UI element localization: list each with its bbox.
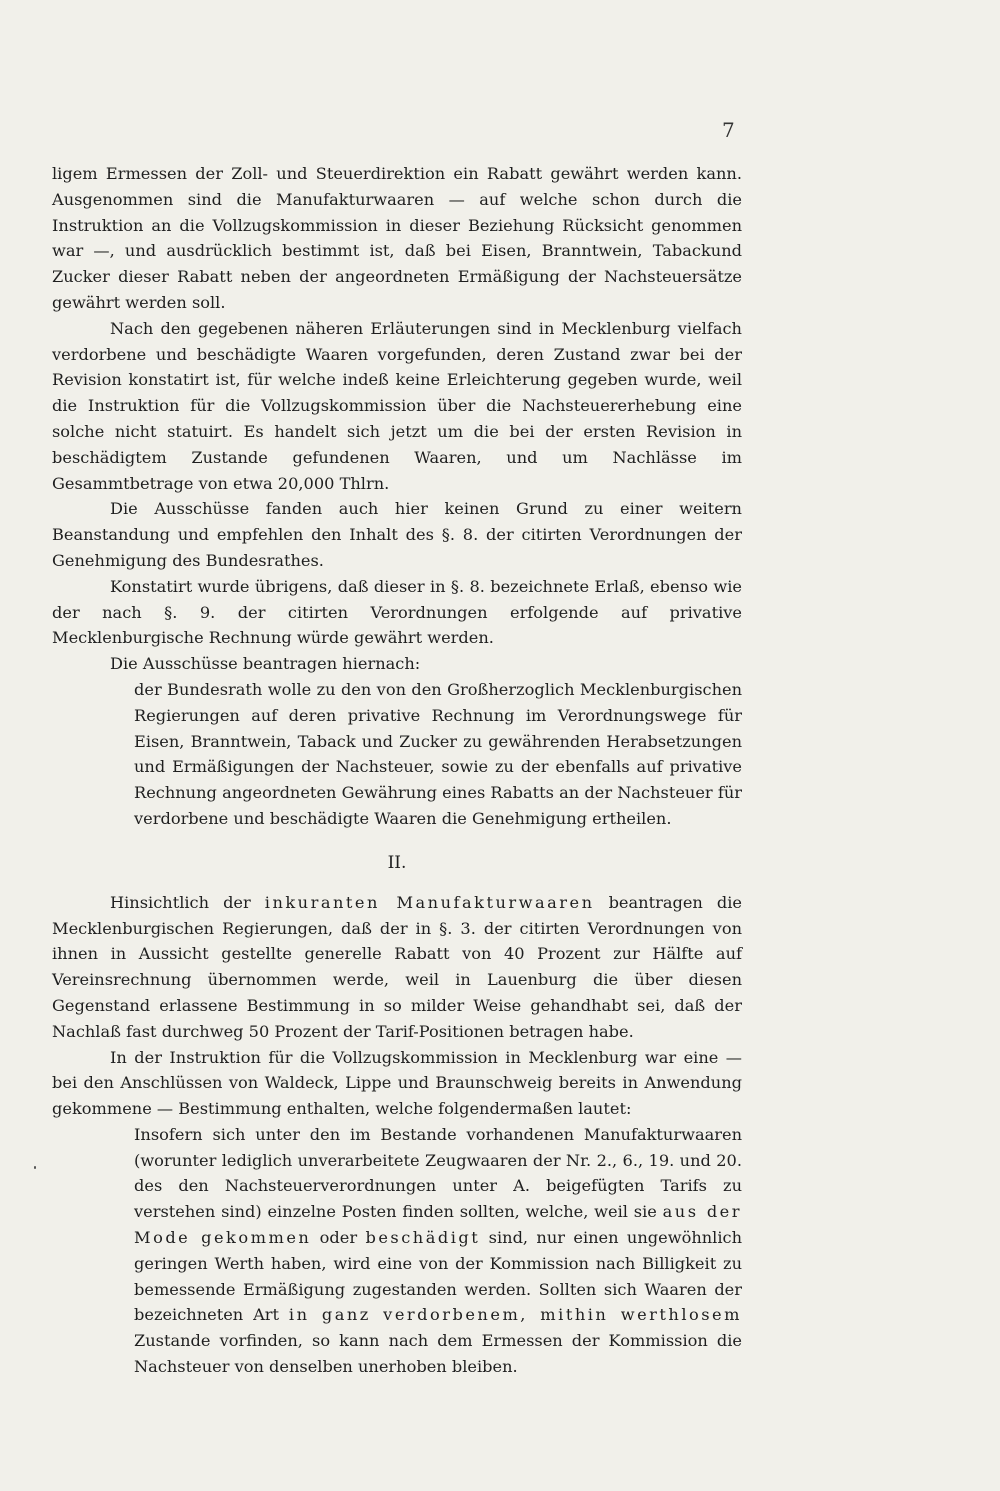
paragraph: ligem Ermessen der Zoll- und Steuerdirektion ein Rabatt gewährt werden kann. Ausgenommen sind die Manufakturwaaren — auf welche schon durch die Instruktion an die Vollzugskommission in dieser Beziehung Rücksicht genommen war —, und ausdrücklich bestimmt ist, daß bei Eisen, Branntwein, Tabackund Zucker dieser Rabatt neben der angeordneten Ermäßigung der Nachsteuersätze gewährt werden soll. <box>52 164 742 312</box>
text-run: beantragen die Mecklenburgischen Regierungen, daß der in §. 3. der citirten Verordnungen von ihnen in Aussicht gestellte generelle Rabatt von 40 Prozent zur Hälfte auf Vereinsrechnung übernommen werde, weil in Lauenburg die über diesen Gegenstand erlassene Bestimmung in so milder Weise gehandhabt sei, daß der Nachlaß fast durchweg 50 Prozent der Tarif-Positionen betragen habe. <box>52 892 742 1041</box>
paragraph <box>52 890 742 1045</box>
paragraph: Konstatirt wurde übrigens, daß dieser in §. 8. bezeichnete Erlaß, ebenso wie der nach §. 9. der citirten Verordnungen erfolgende auf privative Mecklenburgische Rechnung würde gewährt werden. <box>52 576 742 648</box>
page-number: 7 <box>722 118 735 142</box>
emphasized-text: in ganz verdorbenem, mithin werthlosem <box>288 1305 742 1325</box>
paragraph: In der Instruktion für die Vollzugskommission in Mecklenburg war eine — bei den Anschlüssen von Waldeck, Lippe und Braunschweig bereits in Anwendung gekommene — Bestimmung enthalten, welche folgendermaßen lautet: <box>52 1047 742 1119</box>
paragraph: Die Ausschüsse fanden auch hier keinen Grund zu einer weitern Beanstandung und empfehlen den Inhalt des §. 8. der citirten Verordnungen der Genehmigung des Bundesrathes. <box>52 499 742 570</box>
text-run: Zustande vorfinden, so kann nach dem Ermessen der Kommission die Nachsteuer von denselben unerhoben bleiben. <box>134 1331 742 1377</box>
paragraph: Nach den gegebenen näheren Erläuterungen sind in Mecklenburg vielfach verdorbene und beschädigte Waaren vorgefunden, deren Zustand zwar bei der Revision konstatirt ist, für welche indeß keine Erleichterung gegeben wurde, weil die Instruktion für die Vollzugskommission über die Nachsteuererhebung eine solche nicht statuirt. Es handelt sich jetzt um die bei der ersten Revision in beschädigtem Zustande gefundenen Waaren, und um Nachlässe im Gesammtbetrage von etwa 20,000 Thlrn. <box>52 318 742 493</box>
emphasized-text: inkuranten Manufakturwaaren <box>264 892 595 912</box>
body-text <box>52 161 742 1380</box>
emphasized-text: aus der Mode gekommen <box>134 1202 742 1248</box>
paper-speck <box>34 1166 36 1169</box>
text-run: Insofern sich unter den im Bestande vorhandenen Manufakturwaaren (worunter lediglich unverarbeitete Zeugwaaren der Nr. 2., 6., 19. und 20. des den Nachsteuerverordnungen unter A. beigefügten Tarifs zu verstehen sind) einzelne Posten finden sollten, welche, weil sie <box>134 1124 742 1222</box>
quoted-paragraph <box>134 1122 742 1380</box>
text-run: oder <box>311 1228 366 1248</box>
text-run: sind, nur einen ungewöhnlich geringen Werth haben, wird eine von der Kommission nach Billigkeit zu bemessende Ermäßigung zugestanden werden. Sollten sich Waaren der bezeichneten Art <box>134 1228 743 1325</box>
section-heading: II. <box>387 852 407 873</box>
text-run: Hinsichtlich der <box>110 892 265 912</box>
motion-paragraph: der Bundesrath wolle zu den von den Großherzoglich Mecklenburgischen Regierungen auf deren privative Rechnung im Verordnungswege für Eisen, Branntwein, Taback und Zucker zu gewährenden Herabsetzungen und Ermäßigungen der Nachsteuer, sowie zu der ebenfalls auf privative Rechnung angeordneten Gewährung eines Rabatts an der Nachsteuer für verdorbene und beschädigte Waaren die Genehmigung ertheilen. <box>134 679 742 828</box>
paragraph: Die Ausschüsse beantragen hiernach: <box>110 654 421 674</box>
emphasized-text: beschädigt <box>365 1228 481 1248</box>
